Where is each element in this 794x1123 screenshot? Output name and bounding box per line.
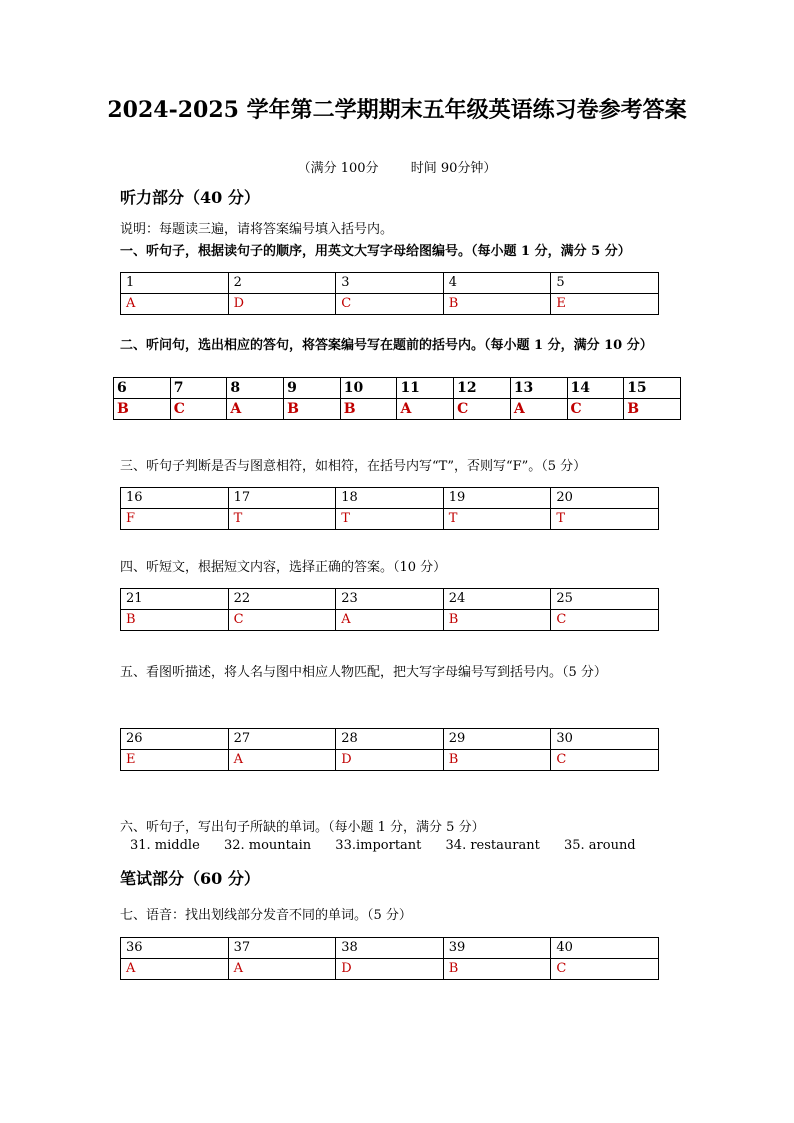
- answer-cell: A: [121, 959, 229, 980]
- instruction-text: 说明：每题读三遍，请将答案编号填入括号内。: [120, 222, 394, 237]
- writing-heading: 笔试部分（60 分）: [120, 869, 260, 888]
- number-row: [121, 488, 659, 509]
- question-number: 17: [228, 488, 336, 509]
- answer-cell: F: [121, 509, 229, 530]
- answer-cell: C: [551, 750, 659, 771]
- question-number: 7: [170, 378, 227, 399]
- section-2-table: [113, 377, 681, 420]
- section-2-title: 二、听问句，选出相应的答句，将答案编号写在题前的括号内。（每小题 1 分，满分 10 分）: [120, 338, 653, 353]
- number-row: [114, 378, 681, 399]
- answer-cell: D: [228, 294, 336, 315]
- answer-cell: A: [336, 610, 444, 631]
- page-title: 2024-2025 学年第二学期期末五年级英语练习卷参考答案: [107, 97, 687, 123]
- question-number: 37: [228, 938, 336, 959]
- answer-cell: C: [551, 959, 659, 980]
- answer-cell: B: [443, 294, 551, 315]
- answer-cell: T: [336, 509, 444, 530]
- question-number: 20: [551, 488, 659, 509]
- answer-cell: B: [443, 959, 551, 980]
- number-row: [121, 589, 659, 610]
- section-4-title: 四、听短文，根据短文内容，选择正确的答案。（10 分）: [120, 560, 447, 575]
- missing-word: 35. around: [563, 838, 636, 853]
- number-row: [121, 938, 659, 959]
- question-number: 30: [551, 729, 659, 750]
- question-number: 3: [336, 273, 444, 294]
- answer-cell: B: [340, 399, 397, 420]
- page-subtitle: [0, 157, 794, 176]
- answer-cell: E: [551, 294, 659, 315]
- answer-cell: B: [121, 610, 229, 631]
- number-row: [121, 729, 659, 750]
- answer-row: [121, 959, 659, 980]
- question-number: 13: [510, 378, 567, 399]
- section-5-title: 五、看图听描述，将人名与图中相应人物匹配，把大写字母编号写到括号内。（5 分）: [120, 665, 607, 680]
- question-number: 16: [121, 488, 229, 509]
- section-6-title: 六、听句子，写出句子所缺的单词。（每小题 1 分，满分 5 分）: [120, 820, 485, 835]
- question-number: 22: [228, 589, 336, 610]
- section-5-table: [120, 728, 659, 771]
- section-3-table: [120, 487, 659, 530]
- question-number: 8: [227, 378, 284, 399]
- answer-cell: A: [121, 294, 229, 315]
- full-score-note: （满分 100分: [297, 161, 379, 176]
- answer-cell: A: [397, 399, 454, 420]
- answer-cell: C: [567, 399, 624, 420]
- question-number: 26: [121, 729, 229, 750]
- answer-cell: B: [284, 399, 341, 420]
- answer-cell: B: [624, 399, 681, 420]
- answer-row: [121, 750, 659, 771]
- answer-cell: A: [510, 399, 567, 420]
- section-7-title: 七、语音：找出划线部分发音不同的单词。（5 分）: [120, 908, 412, 923]
- answer-cell: E: [121, 750, 229, 771]
- question-number: 21: [121, 589, 229, 610]
- question-number: 24: [443, 589, 551, 610]
- question-number: 18: [336, 488, 444, 509]
- question-number: 2: [228, 273, 336, 294]
- question-number: 19: [443, 488, 551, 509]
- answer-cell: D: [336, 750, 444, 771]
- answer-cell: C: [454, 399, 511, 420]
- question-number: 27: [228, 729, 336, 750]
- section-4-table: [120, 588, 659, 631]
- question-number: 23: [336, 589, 444, 610]
- section-1-table: [120, 272, 659, 315]
- question-number: 5: [551, 273, 659, 294]
- question-number: 4: [443, 273, 551, 294]
- answer-cell: C: [336, 294, 444, 315]
- answer-cell: C: [170, 399, 227, 420]
- missing-word: 32. mountain: [223, 838, 312, 853]
- question-number: 14: [567, 378, 624, 399]
- answer-cell: T: [443, 509, 551, 530]
- question-number: 29: [443, 729, 551, 750]
- question-number: 36: [121, 938, 229, 959]
- answer-row: [121, 509, 659, 530]
- answer-cell: D: [336, 959, 444, 980]
- missing-word: 31. middle: [130, 838, 200, 853]
- answer-row: [114, 399, 681, 420]
- section-3-title: 三、听句子判断是否与图意相符，如相符，在括号内写“T”，否则写“F”。（5 分）: [120, 459, 587, 474]
- missing-word: 34. restaurant: [445, 838, 540, 853]
- section-1-title: 一、听句子，根据读句子的顺序，用英文大写字母给图编号。（每小题 1 分，满分 5 分）: [120, 244, 631, 259]
- question-number: 40: [551, 938, 659, 959]
- question-number: 11: [397, 378, 454, 399]
- question-number: 15: [624, 378, 681, 399]
- question-number: 28: [336, 729, 444, 750]
- answer-cell: T: [551, 509, 659, 530]
- question-number: 38: [336, 938, 444, 959]
- answer-cell: A: [227, 399, 284, 420]
- question-number: 25: [551, 589, 659, 610]
- question-number: 1: [121, 273, 229, 294]
- missing-words-list: [130, 838, 656, 853]
- listening-heading: 听力部分（40 分）: [120, 188, 260, 207]
- answer-cell: B: [443, 610, 551, 631]
- answer-cell: T: [228, 509, 336, 530]
- question-number: 39: [443, 938, 551, 959]
- answer-cell: C: [228, 610, 336, 631]
- answer-cell: A: [228, 750, 336, 771]
- answer-row: [121, 610, 659, 631]
- answer-cell: A: [228, 959, 336, 980]
- answer-cell: B: [443, 750, 551, 771]
- answer-cell: C: [551, 610, 659, 631]
- number-row: [121, 273, 659, 294]
- answer-cell: B: [114, 399, 171, 420]
- answer-row: [121, 294, 659, 315]
- missing-word: 33.important: [335, 838, 422, 853]
- section-7-table: [120, 937, 659, 980]
- question-number: 10: [340, 378, 397, 399]
- question-number: 12: [454, 378, 511, 399]
- time-note: 时间 90分钟）: [410, 161, 497, 176]
- question-number: 6: [114, 378, 171, 399]
- question-number: 9: [284, 378, 341, 399]
